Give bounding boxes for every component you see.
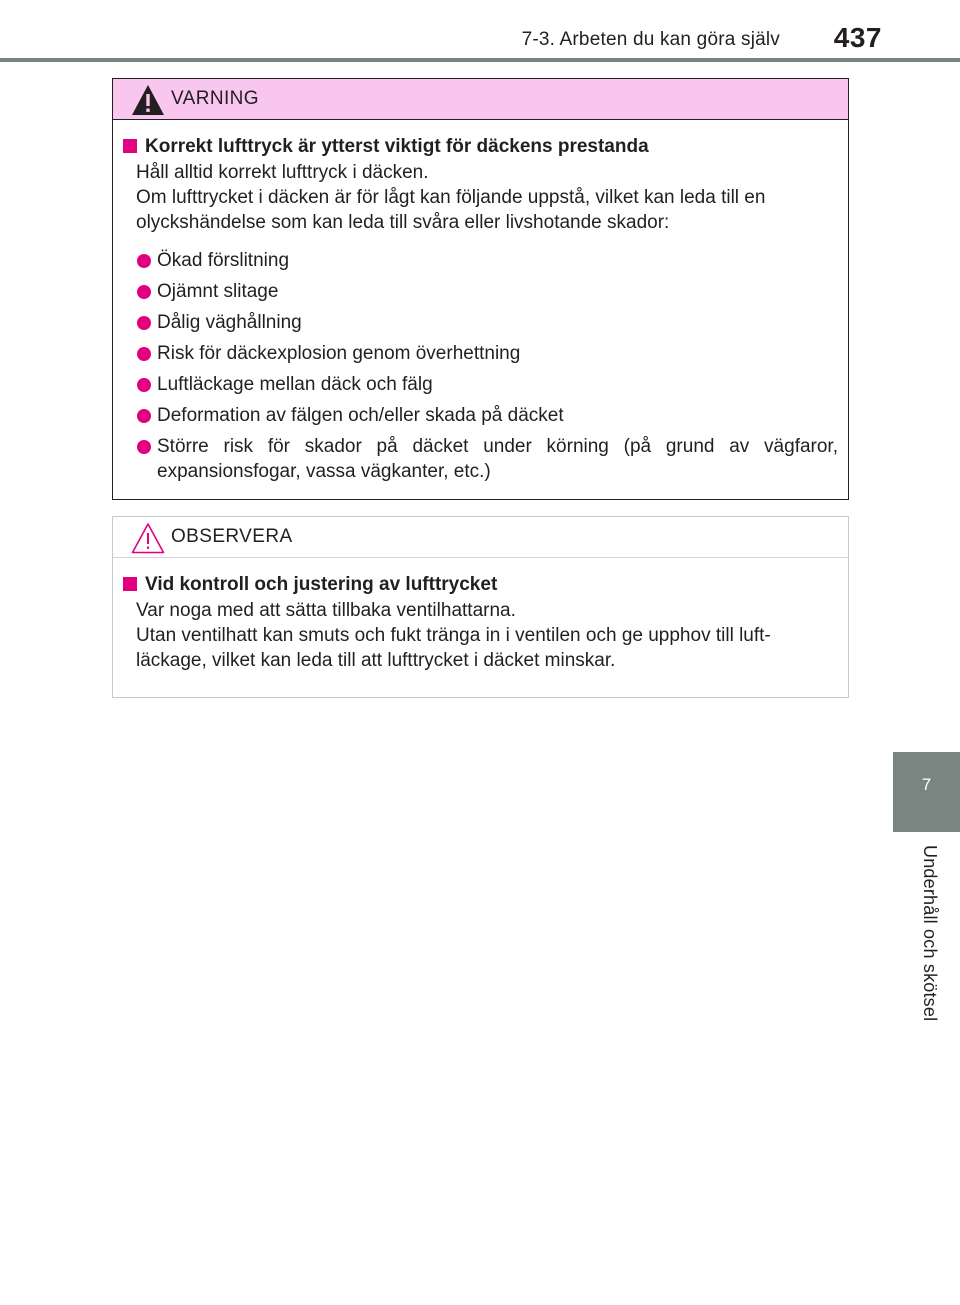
notice-box (112, 516, 849, 698)
notice-paragraph (123, 598, 838, 673)
round-bullet-icon (137, 285, 151, 299)
page-header (0, 0, 960, 62)
warning-box (112, 78, 849, 500)
caution-triangle-icon (131, 522, 165, 554)
square-bullet-icon (123, 577, 137, 591)
round-bullet-icon (137, 409, 151, 423)
warning-heading (123, 134, 838, 159)
notice-label: OBSERVERA (171, 526, 293, 547)
round-bullet-icon (137, 347, 151, 361)
notice-paragraph-line: Utan ventilhatt kan smuts och fukt tränga in i ventilen och ge upphov till luft-läckage, vilket kan leda till att lufttrycket i däcket minskar. (136, 625, 771, 671)
chapter-tab: 7 (893, 752, 960, 832)
list-item-text: Risk för däckexplosion genom överhettning (157, 343, 521, 364)
round-bullet-icon (137, 378, 151, 392)
square-bullet-icon (123, 139, 137, 153)
warning-paragraph (123, 160, 838, 235)
section-title: 7-3. Arbeten du kan göra själv (521, 29, 780, 50)
list-item-text: Luftläckage mellan däck och fälg (157, 374, 433, 395)
warning-triangle-icon (131, 84, 165, 116)
notice-heading (123, 572, 838, 597)
list-item (136, 434, 838, 484)
warning-paragraph-line: Om lufttrycket i däcken är för lågt kan följande uppstå, vilket kan leda till en olyckshändelse som kan leda till svåra eller livshotande skador: (136, 187, 766, 233)
list-item (136, 403, 838, 428)
notice-box-header (113, 517, 848, 558)
list-item (136, 279, 838, 304)
list-item-text: Dålig väghållning (157, 312, 302, 333)
list-item-text: Deformation av fälgen och/eller skada på däcket (157, 405, 564, 426)
header-rule (0, 58, 960, 62)
round-bullet-icon (137, 316, 151, 330)
list-item (136, 372, 838, 397)
list-item (136, 310, 838, 335)
list-item-text: Större risk för skador på däcket under körning (på grund av vägfaror, expansionsfogar, vassa vägkanter, etc.) (157, 436, 838, 482)
warning-paragraph-line: Håll alltid korrekt lufttryck i däcken. (136, 162, 429, 183)
round-bullet-icon (137, 440, 151, 454)
page-number: 437 (833, 22, 882, 53)
warning-label: VARNING (171, 88, 259, 109)
notice-body (123, 572, 838, 673)
list-item (136, 341, 838, 366)
warning-bullet-list (123, 248, 838, 484)
warning-body (123, 134, 838, 490)
list-item (136, 248, 838, 273)
warning-heading-text: Korrekt lufttryck är ytterst viktigt för däckens prestanda (145, 136, 649, 157)
list-item-text: Ökad förslitning (157, 250, 290, 271)
warning-box-header (113, 79, 848, 120)
notice-heading-text: Vid kontroll och justering av lufttrycket (145, 574, 498, 595)
chapter-title: Underhåll och skötsel (920, 845, 940, 1022)
round-bullet-icon (137, 254, 151, 268)
list-item-text: Ojämnt slitage (157, 281, 279, 302)
notice-paragraph-line: Var noga med att sätta tillbaka ventilhattarna. (136, 600, 516, 621)
